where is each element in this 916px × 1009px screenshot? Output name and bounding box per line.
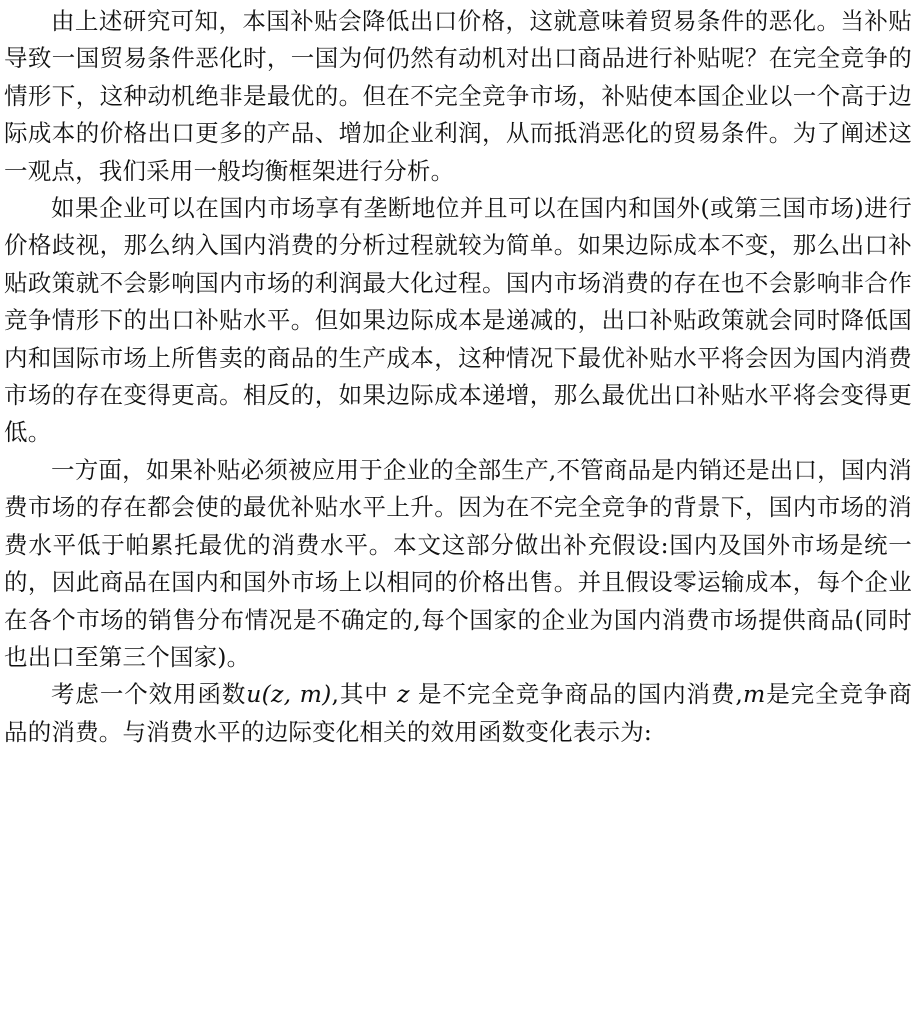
paragraph-4-text-3: 是不完全竞争商品的国内消费, <box>409 680 744 709</box>
paragraph-4-text-4: 是完全竞争商品的消费。与消费水平的边际变化相关的效用函数变化表示为: <box>4 680 912 746</box>
paragraph-2: 如果企业可以在国内市场享有垄断地位并且可以在国内和国外(或第三国市场)进行价格歧视，那么纳入国内消费的分析过程就较为简单。如果边际成本不变，那么出口补贴政策就不会影响国内市场的利润最大化过程。国内市场消费的存在也不会影响非合作竞争情形下的出口补贴水平。但如果边际成本是递减的，出口补贴政策就会同时降低国内和国际市场上所售卖的商品的生产成本，这种情况下最优补贴水平将会因为国内消费市场的存在变得更高。相反的，如果边际成本递增，那么最优出口补贴水平将会变得更低。 <box>4 194 912 447</box>
paragraph-4-text-2: ,其中 <box>331 680 398 709</box>
paragraph-1: 由上述研究可知，本国补贴会降低出口价格，这就意味着贸易条件的恶化。当补贴导致一国贸易条件恶化时，一国为何仍然有动机对出口商品进行补贴呢？在完全竞争的情形下，这种动机绝非是最优的。但在不完全竞争市场，补贴使本国企业以一个高于边际成本的价格出口更多的产品、增加企业利润，从而抵消恶化的贸易条件。为了阐述这一观点，我们采用一般均衡框架进行分析。 <box>4 7 912 185</box>
variable-z: z <box>397 680 410 709</box>
document-page <box>4 0 912 751</box>
paragraph-4-text-1: 考虑一个效用函数 <box>51 680 247 709</box>
paragraph-3: 一方面，如果补贴必须被应用于企业的全部生产,不管商品是内销还是出口，国内消费市场的存在都会使的最优补贴水平上升。因为在不完全竞争的背景下，国内市场的消费水平低于帕累托最优的消费水平。本文这部分做出补充假设:国内及国外市场是统一的，因此商品在国内和国外市场上以相同的价格出售。并且假设零运输成本，每个企业在各个市场的销售分布情况是不确定的,每个国家的企业为国内消费市场提供商品(同时也出口至第三个国家)。 <box>4 455 912 671</box>
paragraph-4 <box>4 676 912 751</box>
utility-function-formula: u(z, m) <box>246 680 332 709</box>
variable-m: m <box>743 680 766 709</box>
